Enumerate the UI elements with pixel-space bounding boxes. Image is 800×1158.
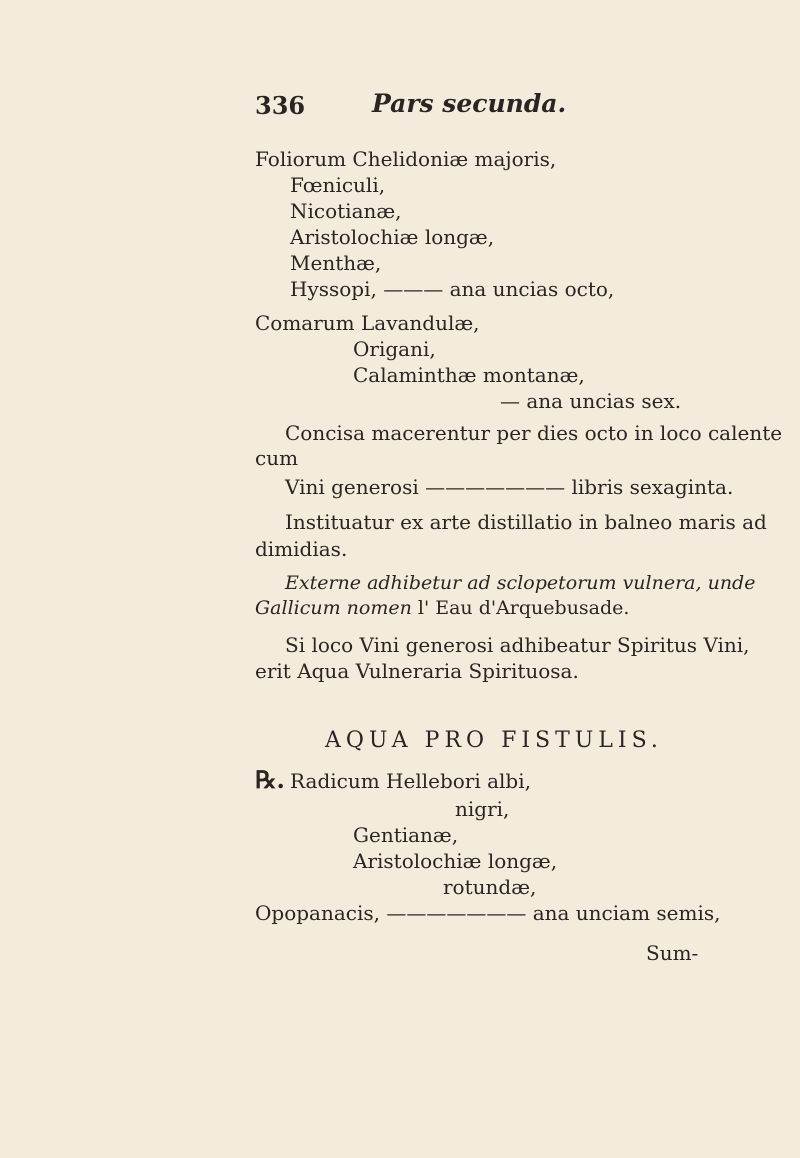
section-heading: AQUA PRO FISTULIS. [325,728,663,753]
recipe-line: Concisa macerentur per dies octo in loco calente [285,421,783,445]
externe-line: Externe adhibetur ad sclopetorum vulnera, unde [285,572,756,594]
recipe-line: Vini generosi ——————— libris sexaginta. [285,475,734,499]
recipe-line: Opopanacis, ——————— ana unciam semis, [255,901,721,925]
externe-roman: l' Eau d'Arquebusade. [417,597,630,619]
recipe-line: nigri, [455,797,510,821]
note-line: erit Aqua Vulneraria Spirituosa. [255,659,579,683]
externe-line-2 [255,595,629,621]
recipe-line: Calaminthæ montanæ, [353,363,585,387]
externe-italic: Gallicum nomen [255,597,412,619]
recipe-line: Aristolochiæ longæ, [290,225,495,249]
note-line: Si loco Vini generosi adhibeatur Spiritus Vini, [285,633,750,657]
recipe-line: Gentianæ, [353,823,459,847]
recipe-line: Hyssopi, ——— ana uncias octo, [290,277,615,301]
running-title: Pars secunda. [372,89,567,118]
recipe-line: Fœniculi, [290,173,386,197]
recipe-line: Instituatur ex arte distillatio in balneo maris ad [285,510,767,534]
recipe-line: Comarum Lavandulæ, [255,311,480,335]
recipe-line: Radicum Hellebori albi, [290,769,531,793]
recipe-line: Menthæ, [290,251,382,275]
recipe-line: Origani, [353,337,436,361]
recipe-line: dimidias. [255,537,348,561]
recipe-symbol: ℞. [255,765,285,794]
catchword: Sum- [646,941,699,965]
recipe-line: rotundæ, [443,875,537,899]
recipe-line: cum [255,446,299,470]
recipe-line: Foliorum Chelidoniæ majoris, [255,147,557,171]
recipe-line: — ana uncias sex. [500,389,682,413]
page-number: 336 [255,91,306,120]
recipe-line: Nicotianæ, [290,199,402,223]
recipe-line: Aristolochiæ longæ, [353,849,558,873]
